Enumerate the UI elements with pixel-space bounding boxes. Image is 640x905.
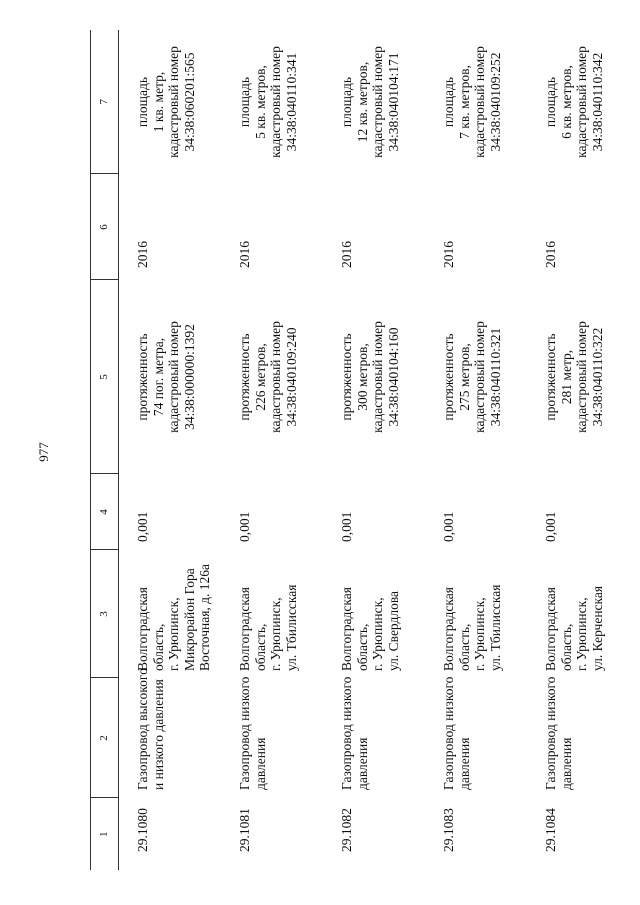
table-row [527,30,629,870]
row-number-text: 29.1081 [237,808,252,852]
year-text: 2016 [237,241,252,268]
value-cell [323,474,425,550]
address-line: область, [150,623,166,671]
address-line: г. Урюпинск, [574,597,589,671]
object-name-cell [527,678,629,798]
value-cell [527,474,629,550]
length-cadastral-line: 300 метров, [354,343,370,411]
row-number-text: 29.1084 [543,808,558,852]
area-cadastral-line: площадь [339,76,354,128]
row-number-text: 29.1083 [441,808,456,852]
value-text: 0,001 [339,511,354,542]
area-cadastral-cell [527,30,629,174]
column-header-6: 6 [91,174,119,280]
value-cell [221,474,323,550]
address-line: Восточная, д. 126а [197,563,212,671]
property-table [90,30,629,870]
length-cadastral-line: кадастровый номер [166,321,181,433]
length-cadastral-line: 281 метр, [558,349,574,405]
area-cadastral-line: 34:38:040110:342 [589,52,605,152]
year-cell [323,174,425,280]
area-cadastral-cell [119,30,222,174]
object-name-line: Газопровод низкого [441,676,456,790]
row-number-text: 29.1080 [135,808,150,852]
table-row [221,30,323,870]
area-cadastral-line: кадастровый номер [166,46,181,158]
area-cadastral-line: 1 кв. метр, [150,71,166,133]
length-cadastral-line: протяженность [339,333,354,421]
length-cadastral-line: протяженность [237,333,252,421]
row-number-cell [119,798,222,870]
column-header-1: 1 [91,798,119,870]
year-text: 2016 [135,241,150,268]
table-row [119,30,222,870]
length-cadastral-cell [425,280,527,474]
value-text: 0,001 [441,511,456,542]
address-line: Микрорайон Гора [181,568,197,671]
object-name-cell [323,678,425,798]
object-name-line: и низкого давления [150,679,166,790]
length-cadastral-line: кадастровый номер [472,321,487,433]
area-cadastral-line: 5 кв. метров, [252,65,268,139]
column-header-3: 3 [91,550,119,678]
table-row [323,30,425,870]
length-cadastral-cell [119,280,222,474]
area-cadastral-line: кадастровый номер [472,46,487,158]
length-cadastral-line: 34:38:000000:1392 [181,324,197,430]
address-line: ул. Керченская [589,585,605,671]
length-cadastral-line: кадастровый номер [268,321,283,433]
length-cadastral-line: 34:38:040110:322 [589,327,605,427]
year-text: 2016 [339,241,354,268]
column-header-5: 5 [91,280,119,474]
address-cell [527,550,629,678]
rotated-table-container [90,30,605,870]
address-line: Волгоградская [237,587,252,671]
area-cadastral-line: 6 кв. метров, [558,65,574,139]
address-line: Волгоградская [339,587,354,671]
row-number-cell [425,798,527,870]
value-cell [425,474,527,550]
address-line: ул. Тбилисская [487,584,503,671]
table-row [425,30,527,870]
year-cell [119,174,222,280]
object-name-cell [425,678,527,798]
address-line: г. Урюпинск, [166,597,181,671]
address-line: область, [354,623,370,671]
object-name-line: Газопровод высокого [135,668,150,790]
row-number-cell [527,798,629,870]
year-cell [527,174,629,280]
object-name-line: Газопровод низкого [543,676,558,790]
area-cadastral-cell [221,30,323,174]
address-cell [425,550,527,678]
length-cadastral-line: 275 метров, [456,343,472,411]
area-cadastral-line: площадь [543,76,558,128]
length-cadastral-line: 74 пог. метра, [150,337,166,417]
object-name-line: Газопровод низкого [237,676,252,790]
length-cadastral-line: протяженность [441,333,456,421]
value-text: 0,001 [135,511,150,542]
column-number-row [91,30,119,870]
year-cell [425,174,527,280]
area-cadastral-cell [323,30,425,174]
length-cadastral-cell [323,280,425,474]
length-cadastral-line: 226 метров, [252,343,268,411]
area-cadastral-line: площадь [441,76,456,128]
object-name-line: давления [558,737,574,790]
address-line: г. Урюпинск, [370,597,385,671]
address-line: ул. Свердлова [385,590,401,671]
address-line: область, [456,623,472,671]
address-line: область, [252,623,268,671]
address-line: г. Урюпинск, [472,597,487,671]
length-cadastral-line: кадастровый номер [574,321,589,433]
length-cadastral-cell [221,280,323,474]
area-cadastral-line: площадь [135,76,150,128]
address-line: Волгоградская [543,587,558,671]
area-cadastral-line: 34:38:040110:341 [283,52,299,152]
table-body [119,30,630,870]
object-name-line: давления [354,737,370,790]
address-line: Волгоградская [441,587,456,671]
address-line: Волгоградская [135,587,150,671]
address-cell [119,550,222,678]
area-cadastral-line: 34:38:040109:252 [487,52,503,152]
year-text: 2016 [441,241,456,268]
object-name-cell [119,668,222,798]
length-cadastral-line: 34:38:040110:321 [487,327,503,427]
value-cell [119,474,222,550]
length-cadastral-line: протяженность [135,333,150,421]
area-cadastral-line: кадастровый номер [574,46,589,158]
value-text: 0,001 [237,511,252,542]
row-number-cell [323,798,425,870]
length-cadastral-line: кадастровый номер [370,321,385,433]
area-cadastral-line: кадастровый номер [268,46,283,158]
address-line: ул. Тбилисская [283,584,299,671]
area-cadastral-line: кадастровый номер [370,46,385,158]
object-name-line: давления [456,737,472,790]
length-cadastral-line: протяженность [543,333,558,421]
area-cadastral-cell [425,30,527,174]
row-number-text: 29.1082 [339,808,354,852]
column-header-4: 4 [91,474,119,550]
column-header-2: 2 [91,678,119,798]
length-cadastral-cell [527,280,629,474]
column-header-7: 7 [91,30,119,174]
area-cadastral-line: 34:38:060201:565 [181,52,197,152]
year-cell [221,174,323,280]
value-text: 0,001 [543,511,558,542]
length-cadastral-line: 34:38:040109:240 [283,327,299,427]
object-name-cell [221,678,323,798]
area-cadastral-line: площадь [237,76,252,128]
length-cadastral-line: 34:38:040104:160 [385,327,401,427]
address-line: область, [558,623,574,671]
address-cell [323,550,425,678]
area-cadastral-line: 12 кв. метров, [354,61,370,143]
year-text: 2016 [543,241,558,268]
area-cadastral-line: 7 кв. метров, [456,65,472,139]
row-number-cell [221,798,323,870]
address-cell [221,550,323,678]
address-line: г. Урюпинск, [268,597,283,671]
object-name-line: давления [252,737,268,790]
object-name-line: Газопровод низкого [339,676,354,790]
area-cadastral-line: 34:38:040104:171 [385,52,401,152]
page-number: 977 [36,442,51,462]
